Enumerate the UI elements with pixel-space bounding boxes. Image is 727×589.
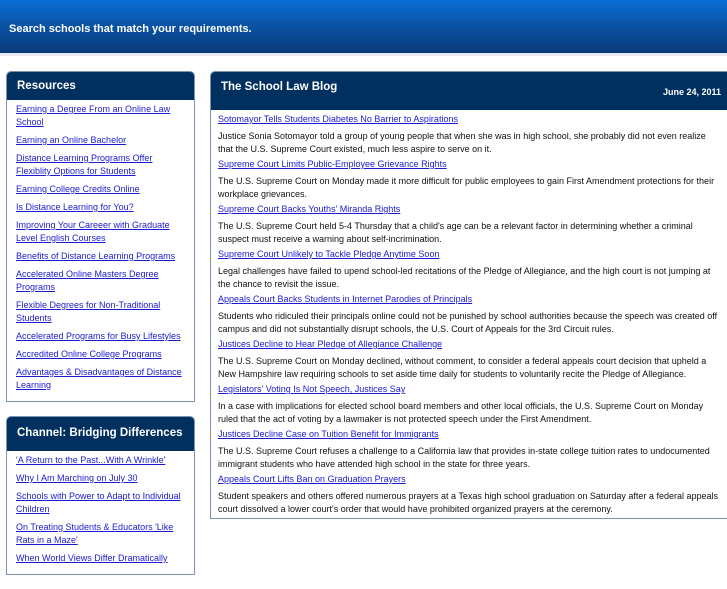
list-item [16,250,186,263]
post-summary: In a case with implications for elected school board members and other local officials, the U.S. Supreme Court on Monday ruled that the act of voting by a lawmaker is not protected speech under the First Amendment. [218,401,704,424]
blog-post [218,248,723,290]
blog-title: The School Law Blog [221,81,338,93]
post-summary: Students who ridiculed their principals online could not be punished by school authorities because the speech was created off campus and did not substantially disrupt schools, the U.S. Court of Appeals for the 3rd Circuit rules. [218,311,718,334]
blog-post [218,293,723,335]
blog-post [218,338,723,380]
list-item [16,183,186,196]
post-summary: The U.S. Supreme Court held 5-4 Thursday that a child's age can be a relevant factor in determining whether a criminal suspect must receive a warning about self-incrimination. [218,221,693,244]
list-item [16,299,186,325]
channel-link[interactable]: On Treating Students & Educators 'Like Rats in a Maze' [16,522,174,545]
resources-link[interactable]: Is Distance Learning for You? [16,202,134,212]
resources-link[interactable]: Accelerated Programs for Busy Lifestyles [16,331,181,341]
list-item [16,454,186,467]
resources-link[interactable]: Earning a Degree From an Online Law School [16,104,171,127]
channel-link[interactable]: Schools with Power to Adapt to Individual Children [16,491,181,514]
list-item [16,552,186,565]
sidebar [6,71,195,589]
list-item [16,134,186,147]
list-item [16,490,186,516]
post-title-link[interactable]: Justices Decline to Hear Pledge of Allegiance Challenge [218,339,443,349]
post-title-link[interactable]: Sotomayor Tells Students Diabetes No Barrier to Aspirations [218,114,458,124]
resources-link[interactable]: Distance Learning Programs Offer Flexiblity Options for Students [16,153,153,176]
post-title-link[interactable]: Appeals Court Backs Students in Internet Parodies of Principals [218,294,473,304]
post-summary: The U.S. Supreme Court on Monday made it more difficult for public employees to gain First Amendment protections for their workplace grievances. [218,176,715,199]
post-summary: Student speakers and others offered numerous prayers at a Texas high school graduation on Saturday after a federal appeals court dissolved a lower court's order that would have prohibited organized prayers at the ceremony. [218,491,718,514]
list-item [16,152,186,178]
blog-post [218,158,723,200]
channel-title: Channel: Bridging Differences [7,417,194,451]
list-item [16,219,186,245]
resources-link[interactable]: Accelerated Online Masters Degree Programs [16,269,159,292]
resources-link[interactable]: Benefits of Distance Learning Programs [16,251,176,261]
resources-link[interactable]: Earning College Credits Online [16,184,140,194]
post-title-link[interactable]: Legislators' Voting Is Not Speech, Justices Say [218,384,406,394]
header-tagline: Search schools that match your requirements. [9,23,252,35]
site-header [0,0,727,53]
blog-post [218,203,723,245]
channel-box [6,416,195,575]
list-item [16,103,186,129]
blog-post [218,113,723,155]
header-divider [0,53,727,56]
blog-post [218,383,723,425]
blog-post [218,428,723,470]
list-item [16,472,186,485]
resources-link[interactable]: Flexible Degrees for Non-Traditional Students [16,300,161,323]
blog-post [218,473,723,515]
channel-link[interactable]: Why I Am Marching on July 30 [16,473,138,483]
list-item [16,521,186,547]
resources-link[interactable]: Earning an Online Bachelor [16,135,127,145]
list-item [16,366,186,392]
list-item [16,348,186,361]
post-title-link[interactable]: Supreme Court Backs Youths' Miranda Rights [218,204,401,214]
blog-panel [210,71,727,519]
blog-header [211,72,727,110]
resources-box [6,71,195,402]
resources-link[interactable]: Accredited Online College Programs [16,349,162,359]
post-title-link[interactable]: Supreme Court Unlikely to Tackle Pledge Anytime Soon [218,249,440,259]
post-summary: The U.S. Supreme Court refuses a challenge to a California law that provides in-state college tuition rates to undocumented immigrant students who have attended high school in the state for three years. [218,446,710,469]
resources-link[interactable]: Improving Your Careeer with Graduate Level English Courses [16,220,170,243]
list-item [16,330,186,343]
post-title-link[interactable]: Supreme Court Limits Public-Employee Grievance Rights [218,159,447,169]
post-title-link[interactable]: Appeals Court Lifts Ban on Graduation Prayers [218,474,406,484]
list-item [16,201,186,214]
blog-date: June 24, 2011 [662,87,721,97]
post-title-link[interactable]: Justices Decline Case on Tuition Benefit for Immigrants [218,429,439,439]
list-item [16,268,186,294]
resources-link[interactable]: Advantages & Disadvantages of Distance Learning [16,367,182,390]
post-summary: The U.S. Supreme Court on Monday declined, without comment, to consider a federal appeals court decision that upheld a New Hampshire law requiring schools to set aside time daily for students to voluntarily recite the Pledge of Allegiance. [218,356,707,379]
channel-link[interactable]: When World Views Differ Dramatically [16,553,168,563]
channel-link[interactable]: 'A Return to the Past...With A Wrinkle' [16,455,166,465]
resources-title: Resources [7,72,194,100]
post-summary: Legal challenges have failed to upend school-led recitations of the Pledge of Allegiance, and the high court is not jumping at the chance to revisit the issue. [218,266,711,289]
post-summary: Justice Sonia Sotomayor told a group of young people that when she was in high school, she probably did not even realize that the U.S. Supreme Court existed, much less aspire to serve on it. [218,131,706,154]
